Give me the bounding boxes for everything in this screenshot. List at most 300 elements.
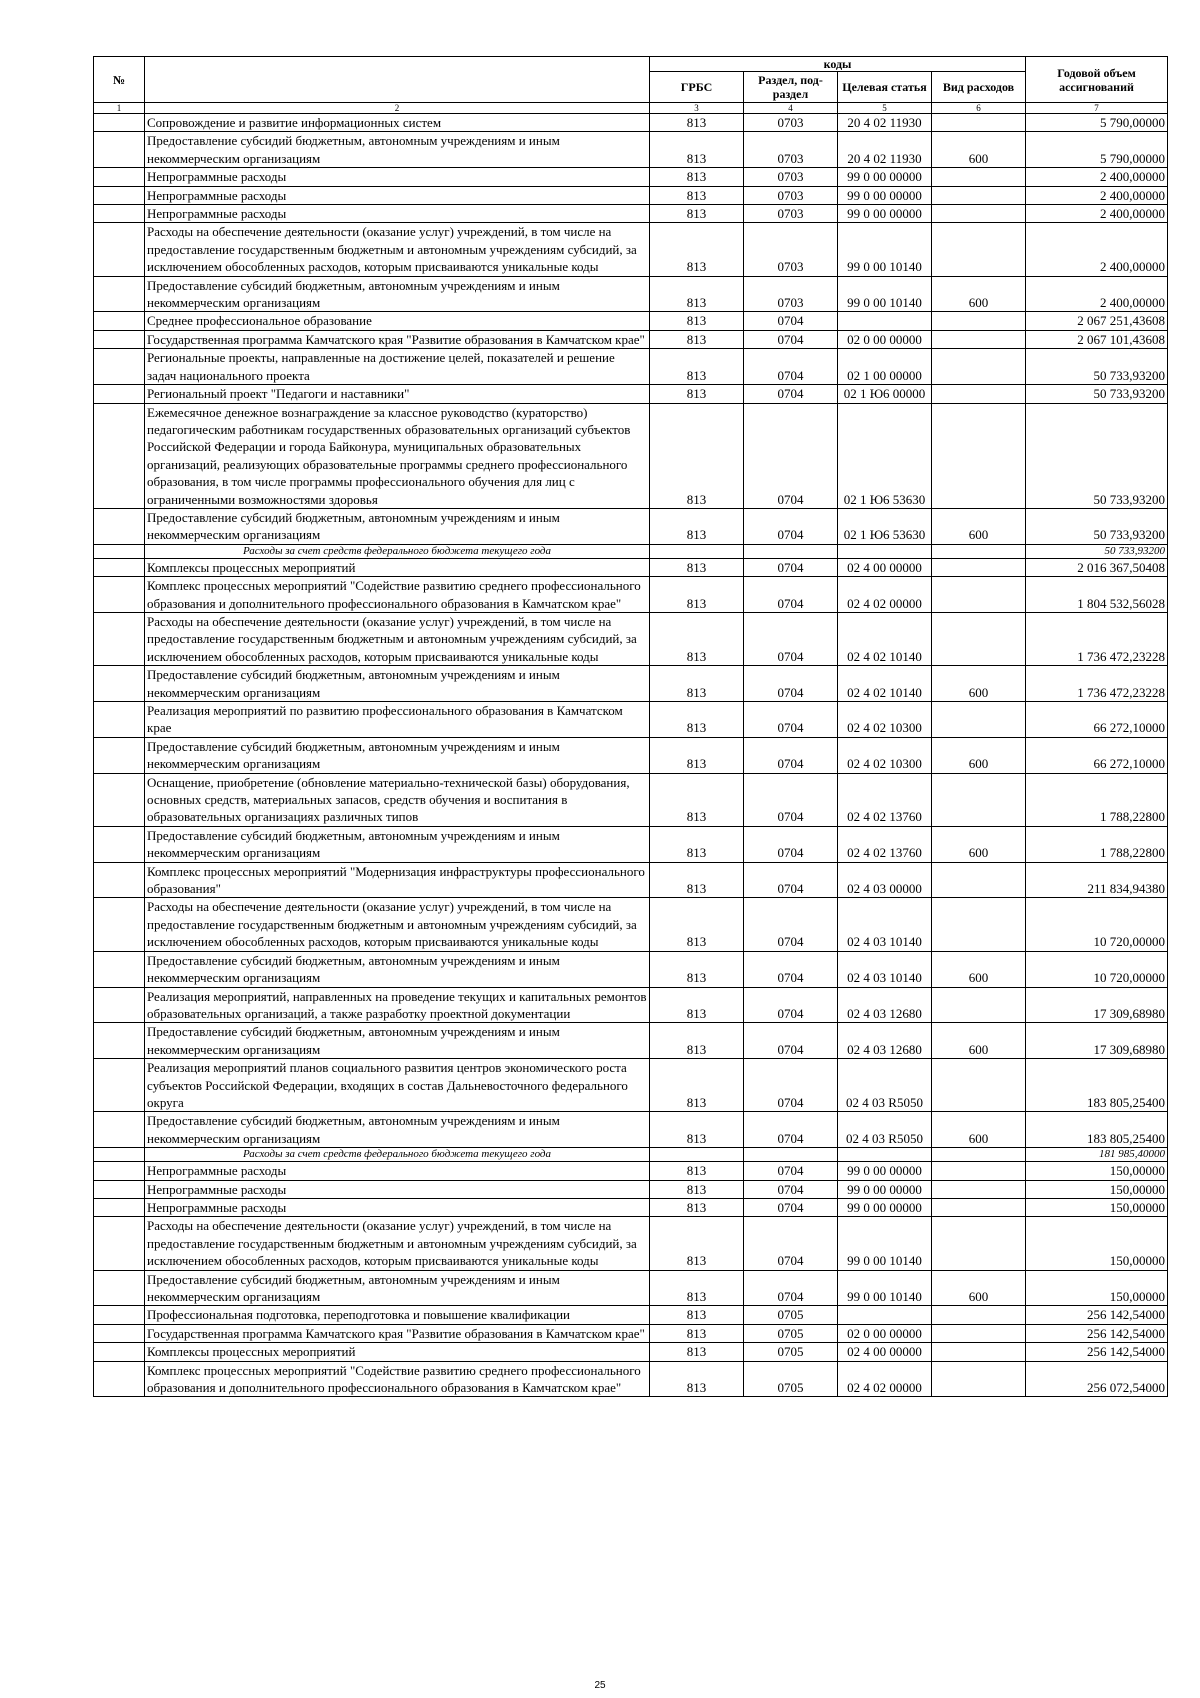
row-number-cell bbox=[94, 276, 145, 312]
row-vid-cell: 600 bbox=[932, 826, 1026, 862]
row-razdel-cell: 0704 bbox=[744, 1180, 838, 1198]
row-grbs-cell: 813 bbox=[650, 862, 744, 898]
row-celevaya-cell: 99 0 00 00000 bbox=[838, 186, 932, 204]
table-row bbox=[94, 403, 1168, 508]
row-razdel-cell: 0704 bbox=[744, 612, 838, 665]
row-sum-cell: 5 790,00000 bbox=[1026, 114, 1168, 132]
col-grbs-header: ГРБС bbox=[650, 72, 744, 103]
row-grbs-cell: 813 bbox=[650, 1059, 744, 1112]
row-celevaya-cell: 02 1 00 00000 bbox=[838, 349, 932, 385]
row-sum-cell: 183 805,25400 bbox=[1026, 1112, 1168, 1148]
row-name-cell: Предоставление субсидий бюджетным, автономным учреждениям и иным некоммерческим организациям bbox=[145, 132, 650, 168]
row-sum-cell: 10 720,00000 bbox=[1026, 951, 1168, 987]
row-vid-cell bbox=[932, 1217, 1026, 1270]
row-number-cell bbox=[94, 558, 145, 576]
row-celevaya-cell: 02 0 00 00000 bbox=[838, 1324, 932, 1342]
row-name-cell: Непрограммные расходы bbox=[145, 186, 650, 204]
col-number-6: 6 bbox=[932, 103, 1026, 114]
row-grbs-cell: 813 bbox=[650, 223, 744, 276]
row-razdel-cell: 0704 bbox=[744, 1217, 838, 1270]
row-vid-cell: 600 bbox=[932, 666, 1026, 702]
row-grbs-cell: 813 bbox=[650, 1180, 744, 1198]
row-celevaya-cell: 99 0 00 10140 bbox=[838, 1217, 932, 1270]
row-celevaya-cell: 02 4 00 00000 bbox=[838, 558, 932, 576]
table-row bbox=[94, 1324, 1168, 1342]
row-vid-cell bbox=[932, 1306, 1026, 1324]
table-row bbox=[94, 114, 1168, 132]
row-sum-cell: 1 804 532,56028 bbox=[1026, 577, 1168, 613]
row-name-cell: Расходы на обеспечение деятельности (оказание услуг) учреждений, в том числе на предоставление государственным бюджетным и автономным учреждениям субсидий, за исключением обособленных расходов, которым присваиваются уникальные коды bbox=[145, 898, 650, 951]
row-razdel-cell: 0704 bbox=[744, 1198, 838, 1216]
table-row bbox=[94, 186, 1168, 204]
row-number-cell bbox=[94, 737, 145, 773]
row-name-cell: Государственная программа Камчатского края "Развитие образования в Камчатском крае" bbox=[145, 330, 650, 348]
row-vid-cell bbox=[932, 1180, 1026, 1198]
row-grbs-cell: 813 bbox=[650, 898, 744, 951]
row-sum-cell: 2 400,00000 bbox=[1026, 276, 1168, 312]
row-celevaya-cell: 99 0 00 00000 bbox=[838, 1198, 932, 1216]
row-razdel-cell bbox=[744, 544, 838, 558]
row-celevaya-cell: 02 1 Ю6 00000 bbox=[838, 385, 932, 403]
col-number-7: 7 bbox=[1026, 103, 1168, 114]
row-number-cell bbox=[94, 1148, 145, 1162]
row-sum-cell: 50 733,93200 bbox=[1026, 403, 1168, 508]
row-sum-cell: 5 790,00000 bbox=[1026, 132, 1168, 168]
row-celevaya-cell: 02 4 02 10300 bbox=[838, 737, 932, 773]
row-grbs-cell: 813 bbox=[650, 612, 744, 665]
row-celevaya-cell: 02 4 03 10140 bbox=[838, 898, 932, 951]
row-grbs-cell: 813 bbox=[650, 1306, 744, 1324]
col-number-2: 2 bbox=[145, 103, 650, 114]
row-celevaya-cell bbox=[838, 1306, 932, 1324]
row-name-cell: Профессиональная подготовка, переподготовка и повышение квалификации bbox=[145, 1306, 650, 1324]
row-grbs-cell: 813 bbox=[650, 951, 744, 987]
row-number-cell bbox=[94, 773, 145, 826]
row-grbs-cell: 813 bbox=[650, 114, 744, 132]
row-grbs-cell: 813 bbox=[650, 1162, 744, 1180]
row-name-cell: Комплексы процессных мероприятий bbox=[145, 558, 650, 576]
row-grbs-cell: 813 bbox=[650, 666, 744, 702]
row-sum-cell: 1 736 472,23228 bbox=[1026, 612, 1168, 665]
row-number-cell bbox=[94, 666, 145, 702]
row-number-cell bbox=[94, 114, 145, 132]
row-razdel-cell: 0705 bbox=[744, 1306, 838, 1324]
row-name-cell: Непрограммные расходы bbox=[145, 168, 650, 186]
row-razdel-cell: 0705 bbox=[744, 1343, 838, 1361]
row-name-cell: Реализация мероприятий по развитию профессионального образования в Камчатском крае bbox=[145, 702, 650, 738]
row-number-cell bbox=[94, 1324, 145, 1342]
row-name-cell: Предоставление субсидий бюджетным, автономным учреждениям и иным некоммерческим организациям bbox=[145, 737, 650, 773]
row-vid-cell bbox=[932, 223, 1026, 276]
row-celevaya-cell: 02 4 00 00000 bbox=[838, 1343, 932, 1361]
row-grbs-cell: 813 bbox=[650, 1361, 744, 1397]
row-razdel-cell: 0703 bbox=[744, 276, 838, 312]
row-sum-cell: 2 400,00000 bbox=[1026, 205, 1168, 223]
row-sum-cell: 2 067 101,43608 bbox=[1026, 330, 1168, 348]
row-celevaya-cell bbox=[838, 1148, 932, 1162]
row-celevaya-cell: 02 1 Ю6 53630 bbox=[838, 403, 932, 508]
row-razdel-cell: 0703 bbox=[744, 205, 838, 223]
row-razdel-cell: 0703 bbox=[744, 186, 838, 204]
row-sum-cell: 150,00000 bbox=[1026, 1162, 1168, 1180]
row-number-cell bbox=[94, 1343, 145, 1361]
table-row bbox=[94, 385, 1168, 403]
row-sum-cell: 1 736 472,23228 bbox=[1026, 666, 1168, 702]
row-vid-cell: 600 bbox=[932, 276, 1026, 312]
row-number-cell bbox=[94, 898, 145, 951]
row-grbs-cell: 813 bbox=[650, 168, 744, 186]
row-vid-cell bbox=[932, 1148, 1026, 1162]
table-row bbox=[94, 1217, 1168, 1270]
row-grbs-cell: 813 bbox=[650, 205, 744, 223]
row-grbs-cell: 813 bbox=[650, 312, 744, 330]
codes-header: коды bbox=[650, 57, 1026, 72]
row-number-cell bbox=[94, 168, 145, 186]
col-number-5: 5 bbox=[838, 103, 932, 114]
row-razdel-cell: 0704 bbox=[744, 862, 838, 898]
row-number-cell bbox=[94, 1180, 145, 1198]
row-razdel-cell: 0704 bbox=[744, 577, 838, 613]
row-celevaya-cell: 02 4 02 00000 bbox=[838, 577, 932, 613]
row-celevaya-cell: 02 4 03 10140 bbox=[838, 951, 932, 987]
table-row bbox=[94, 898, 1168, 951]
row-number-cell bbox=[94, 862, 145, 898]
col-razdel-header: Раздел, под-раздел bbox=[744, 72, 838, 103]
row-razdel-cell: 0703 bbox=[744, 223, 838, 276]
row-razdel-cell: 0704 bbox=[744, 951, 838, 987]
row-number-cell bbox=[94, 612, 145, 665]
row-celevaya-cell: 02 4 02 13760 bbox=[838, 826, 932, 862]
row-sum-cell: 50 733,93200 bbox=[1026, 544, 1168, 558]
col-celevaya-header: Целевая статья bbox=[838, 72, 932, 103]
row-razdel-cell: 0704 bbox=[744, 1112, 838, 1148]
row-name-cell: Расходы на обеспечение деятельности (оказание услуг) учреждений, в том числе на предоставление государственным бюджетным и автономным учреждениям субсидий, за исключением обособленных расходов, которым присваиваются уникальные коды bbox=[145, 223, 650, 276]
table-row bbox=[94, 276, 1168, 312]
row-sum-cell: 1 788,22800 bbox=[1026, 773, 1168, 826]
row-name-cell: Государственная программа Камчатского края "Развитие образования в Камчатском крае" bbox=[145, 1324, 650, 1342]
row-name-cell: Предоставление субсидий бюджетным, автономным учреждениям и иным некоммерческим организациям bbox=[145, 666, 650, 702]
row-razdel-cell: 0704 bbox=[744, 1162, 838, 1180]
row-celevaya-cell: 02 4 03 R5050 bbox=[838, 1059, 932, 1112]
row-celevaya-cell: 02 4 02 00000 bbox=[838, 1361, 932, 1397]
row-grbs-cell: 813 bbox=[650, 1217, 744, 1270]
row-sum-cell: 150,00000 bbox=[1026, 1217, 1168, 1270]
row-razdel-cell: 0704 bbox=[744, 385, 838, 403]
row-number-cell bbox=[94, 987, 145, 1023]
row-number-cell bbox=[94, 1306, 145, 1324]
row-sum-cell: 66 272,10000 bbox=[1026, 702, 1168, 738]
row-sum-cell: 256 072,54000 bbox=[1026, 1361, 1168, 1397]
row-name-cell: Сопровождение и развитие информационных систем bbox=[145, 114, 650, 132]
row-vid-cell bbox=[932, 186, 1026, 204]
row-vid-cell bbox=[932, 773, 1026, 826]
row-razdel-cell: 0705 bbox=[744, 1324, 838, 1342]
row-vid-cell bbox=[932, 558, 1026, 576]
row-sum-cell: 183 805,25400 bbox=[1026, 1059, 1168, 1112]
row-razdel-cell: 0704 bbox=[744, 330, 838, 348]
col-number-1: 1 bbox=[94, 103, 145, 114]
table-row bbox=[94, 987, 1168, 1023]
row-sum-cell: 2 400,00000 bbox=[1026, 223, 1168, 276]
row-vid-cell bbox=[932, 987, 1026, 1023]
table-row bbox=[94, 558, 1168, 576]
row-sum-cell: 1 788,22800 bbox=[1026, 826, 1168, 862]
row-razdel-cell: 0704 bbox=[744, 702, 838, 738]
table-row bbox=[94, 1162, 1168, 1180]
row-name-cell: Расходы за счет средств федерального бюджета текущего года bbox=[145, 1148, 650, 1162]
row-razdel-cell: 0704 bbox=[744, 898, 838, 951]
row-grbs-cell: 813 bbox=[650, 1023, 744, 1059]
row-grbs-cell: 813 bbox=[650, 987, 744, 1023]
row-sum-cell: 17 309,68980 bbox=[1026, 987, 1168, 1023]
row-sum-cell: 2 400,00000 bbox=[1026, 168, 1168, 186]
row-razdel-cell: 0703 bbox=[744, 114, 838, 132]
row-number-cell bbox=[94, 132, 145, 168]
table-row bbox=[94, 826, 1168, 862]
budget-table bbox=[93, 56, 1168, 1397]
row-grbs-cell: 813 bbox=[650, 1198, 744, 1216]
row-sum-cell: 50 733,93200 bbox=[1026, 349, 1168, 385]
row-name-cell: Непрограммные расходы bbox=[145, 1198, 650, 1216]
row-celevaya-cell: 99 0 00 10140 bbox=[838, 276, 932, 312]
table-body bbox=[94, 114, 1168, 1397]
row-sum-cell: 66 272,10000 bbox=[1026, 737, 1168, 773]
row-sum-cell: 50 733,93200 bbox=[1026, 508, 1168, 544]
row-sum-cell: 256 142,54000 bbox=[1026, 1343, 1168, 1361]
row-number-cell bbox=[94, 508, 145, 544]
row-name-cell: Расходы на обеспечение деятельности (оказание услуг) учреждений, в том числе на предоставление государственным бюджетным и автономным учреждениям субсидий, за исключением обособленных расходов, которым присваиваются уникальные коды bbox=[145, 1217, 650, 1270]
row-name-cell: Предоставление субсидий бюджетным, автономным учреждениям и иным некоммерческим организациям bbox=[145, 1270, 650, 1306]
row-razdel-cell: 0704 bbox=[744, 773, 838, 826]
table-row bbox=[94, 1306, 1168, 1324]
row-name-cell: Оснащение, приобретение (обновление материально-технической базы) оборудования, основных средств, материальных запасов, средств обучения и воспитания в образовательных организациях различных типов bbox=[145, 773, 650, 826]
row-celevaya-cell: 02 4 03 R5050 bbox=[838, 1112, 932, 1148]
row-number-cell bbox=[94, 1198, 145, 1216]
col-number-3: 3 bbox=[650, 103, 744, 114]
row-grbs-cell: 813 bbox=[650, 349, 744, 385]
col-vid-header: Вид расходов bbox=[932, 72, 1026, 103]
row-razdel-cell: 0704 bbox=[744, 403, 838, 508]
row-razdel-cell: 0704 bbox=[744, 1059, 838, 1112]
table-row bbox=[94, 951, 1168, 987]
row-name-cell: Предоставление субсидий бюджетным, автономным учреждениям и иным некоммерческим организациям bbox=[145, 951, 650, 987]
row-celevaya-cell: 02 4 03 00000 bbox=[838, 862, 932, 898]
row-vid-cell bbox=[932, 205, 1026, 223]
row-grbs-cell: 813 bbox=[650, 385, 744, 403]
col-name-header bbox=[145, 57, 650, 103]
table-row bbox=[94, 205, 1168, 223]
row-razdel-cell: 0704 bbox=[744, 666, 838, 702]
table-row bbox=[94, 508, 1168, 544]
row-vid-cell bbox=[932, 577, 1026, 613]
row-name-cell: Предоставление субсидий бюджетным, автономным учреждениям и иным некоммерческим организациям bbox=[145, 1112, 650, 1148]
row-grbs-cell bbox=[650, 1148, 744, 1162]
row-vid-cell bbox=[932, 114, 1026, 132]
row-grbs-cell: 813 bbox=[650, 330, 744, 348]
row-sum-cell: 256 142,54000 bbox=[1026, 1306, 1168, 1324]
row-celevaya-cell: 20 4 02 11930 bbox=[838, 132, 932, 168]
table-row bbox=[94, 223, 1168, 276]
row-celevaya-cell: 02 4 03 12680 bbox=[838, 1023, 932, 1059]
table-row bbox=[94, 612, 1168, 665]
table-row bbox=[94, 1198, 1168, 1216]
row-name-cell: Непрограммные расходы bbox=[145, 1162, 650, 1180]
federal-funds-row bbox=[94, 544, 1168, 558]
row-vid-cell: 600 bbox=[932, 737, 1026, 773]
table-row bbox=[94, 312, 1168, 330]
col-number-header: № bbox=[94, 57, 145, 103]
row-name-cell: Предоставление субсидий бюджетным, автономным учреждениям и иным некоммерческим организациям bbox=[145, 508, 650, 544]
row-grbs-cell: 813 bbox=[650, 702, 744, 738]
row-celevaya-cell: 99 0 00 00000 bbox=[838, 168, 932, 186]
table-row bbox=[94, 168, 1168, 186]
row-number-cell bbox=[94, 544, 145, 558]
row-number-cell bbox=[94, 1023, 145, 1059]
table-row bbox=[94, 1059, 1168, 1112]
row-grbs-cell: 813 bbox=[650, 773, 744, 826]
row-name-cell: Непрограммные расходы bbox=[145, 1180, 650, 1198]
row-celevaya-cell: 20 4 02 11930 bbox=[838, 114, 932, 132]
row-vid-cell bbox=[932, 385, 1026, 403]
row-celevaya-cell bbox=[838, 544, 932, 558]
row-grbs-cell: 813 bbox=[650, 826, 744, 862]
row-razdel-cell bbox=[744, 1148, 838, 1162]
table-row bbox=[94, 1180, 1168, 1198]
row-name-cell: Региональный проект "Педагоги и наставники" bbox=[145, 385, 650, 403]
row-vid-cell: 600 bbox=[932, 1112, 1026, 1148]
row-razdel-cell: 0703 bbox=[744, 168, 838, 186]
row-name-cell: Среднее профессиональное образование bbox=[145, 312, 650, 330]
row-celevaya-cell: 99 0 00 00000 bbox=[838, 1180, 932, 1198]
row-vid-cell bbox=[932, 1059, 1026, 1112]
row-name-cell: Ежемесячное денежное вознаграждение за классное руководство (кураторство) педагогическим работникам государственных образовательных организаций субъектов Российской Федерации и города Байконура, муниципальных образовательных организаций, реализующих образовательные программы среднего профессионального образования, в том числе программы профессионального обучения для лиц с ограниченными возможностями здоровья bbox=[145, 403, 650, 508]
row-grbs-cell: 813 bbox=[650, 403, 744, 508]
col-number-4: 4 bbox=[744, 103, 838, 114]
row-vid-cell: 600 bbox=[932, 951, 1026, 987]
row-name-cell: Предоставление субсидий бюджетным, автономным учреждениям и иным некоммерческим организациям bbox=[145, 276, 650, 312]
row-celevaya-cell: 02 1 Ю6 53630 bbox=[838, 508, 932, 544]
row-number-cell bbox=[94, 1059, 145, 1112]
row-vid-cell bbox=[932, 1198, 1026, 1216]
row-grbs-cell: 813 bbox=[650, 577, 744, 613]
row-vid-cell bbox=[932, 330, 1026, 348]
row-number-cell bbox=[94, 1217, 145, 1270]
table-row bbox=[94, 132, 1168, 168]
row-number-cell bbox=[94, 951, 145, 987]
table-row bbox=[94, 1343, 1168, 1361]
row-sum-cell: 50 733,93200 bbox=[1026, 385, 1168, 403]
row-vid-cell bbox=[932, 1324, 1026, 1342]
row-number-cell bbox=[94, 826, 145, 862]
row-name-cell: Комплекс процессных мероприятий "Содействие развитию среднего профессионального образования и дополнительного профессионального образования в Камчатском крае" bbox=[145, 577, 650, 613]
row-celevaya-cell: 99 0 00 00000 bbox=[838, 1162, 932, 1180]
row-vid-cell bbox=[932, 1343, 1026, 1361]
row-name-cell: Региональные проекты, направленные на достижение целей, показателей и решение задач национального проекта bbox=[145, 349, 650, 385]
row-grbs-cell: 813 bbox=[650, 737, 744, 773]
table-row bbox=[94, 577, 1168, 613]
column-numbers-row bbox=[94, 103, 1168, 114]
table-row bbox=[94, 1023, 1168, 1059]
row-sum-cell: 2 016 367,50408 bbox=[1026, 558, 1168, 576]
row-sum-cell: 10 720,00000 bbox=[1026, 898, 1168, 951]
row-name-cell: Расходы на обеспечение деятельности (оказание услуг) учреждений, в том числе на предоставление государственным бюджетным и автономным учреждениям субсидий, за исключением обособленных расходов, которым присваиваются уникальные коды bbox=[145, 612, 650, 665]
row-name-cell: Реализация мероприятий планов социального развития центров экономического роста субъектов Российской Федерации, входящих в состав Дальневосточного федерального округа bbox=[145, 1059, 650, 1112]
col-sum-header: Годовой объем ассигнований bbox=[1026, 57, 1168, 103]
row-razdel-cell: 0705 bbox=[744, 1361, 838, 1397]
row-razdel-cell: 0704 bbox=[744, 508, 838, 544]
table-row bbox=[94, 773, 1168, 826]
row-vid-cell bbox=[932, 544, 1026, 558]
row-number-cell bbox=[94, 1270, 145, 1306]
row-number-cell bbox=[94, 403, 145, 508]
row-razdel-cell: 0704 bbox=[744, 312, 838, 330]
row-vid-cell bbox=[932, 168, 1026, 186]
row-sum-cell: 17 309,68980 bbox=[1026, 1023, 1168, 1059]
table-row bbox=[94, 702, 1168, 738]
row-celevaya-cell: 02 4 02 10300 bbox=[838, 702, 932, 738]
row-vid-cell bbox=[932, 862, 1026, 898]
row-number-cell bbox=[94, 1112, 145, 1148]
row-vid-cell bbox=[932, 702, 1026, 738]
table-row bbox=[94, 330, 1168, 348]
row-grbs-cell: 813 bbox=[650, 276, 744, 312]
row-grbs-cell: 813 bbox=[650, 1112, 744, 1148]
row-razdel-cell: 0703 bbox=[744, 132, 838, 168]
table-row bbox=[94, 862, 1168, 898]
row-razdel-cell: 0704 bbox=[744, 737, 838, 773]
table-header bbox=[94, 57, 1168, 114]
row-grbs-cell: 813 bbox=[650, 132, 744, 168]
row-vid-cell bbox=[932, 898, 1026, 951]
row-vid-cell: 600 bbox=[932, 508, 1026, 544]
row-celevaya-cell: 02 4 02 10140 bbox=[838, 666, 932, 702]
row-celevaya-cell: 02 0 00 00000 bbox=[838, 330, 932, 348]
row-celevaya-cell: 99 0 00 10140 bbox=[838, 1270, 932, 1306]
row-razdel-cell: 0704 bbox=[744, 558, 838, 576]
row-sum-cell: 150,00000 bbox=[1026, 1180, 1168, 1198]
row-grbs-cell: 813 bbox=[650, 1343, 744, 1361]
row-razdel-cell: 0704 bbox=[744, 826, 838, 862]
row-sum-cell: 256 142,54000 bbox=[1026, 1324, 1168, 1342]
row-sum-cell: 2 400,00000 bbox=[1026, 186, 1168, 204]
row-grbs-cell: 813 bbox=[650, 186, 744, 204]
row-razdel-cell: 0704 bbox=[744, 349, 838, 385]
row-sum-cell: 211 834,94380 bbox=[1026, 862, 1168, 898]
row-number-cell bbox=[94, 186, 145, 204]
row-vid-cell bbox=[932, 403, 1026, 508]
row-celevaya-cell: 02 4 02 13760 bbox=[838, 773, 932, 826]
row-name-cell: Комплекс процессных мероприятий "Содействие развитию среднего профессионального образования и дополнительного профессионального образования в Камчатском крае" bbox=[145, 1361, 650, 1397]
row-razdel-cell: 0704 bbox=[744, 1270, 838, 1306]
row-number-cell bbox=[94, 223, 145, 276]
table-row bbox=[94, 349, 1168, 385]
row-grbs-cell: 813 bbox=[650, 508, 744, 544]
row-celevaya-cell: 02 4 02 10140 bbox=[838, 612, 932, 665]
row-celevaya-cell: 99 0 00 00000 bbox=[838, 205, 932, 223]
row-name-cell: Комплекс процессных мероприятий "Модернизация инфраструктуры профессионального образования" bbox=[145, 862, 650, 898]
table-row bbox=[94, 666, 1168, 702]
row-name-cell: Предоставление субсидий бюджетным, автономным учреждениям и иным некоммерческим организациям bbox=[145, 826, 650, 862]
row-number-cell bbox=[94, 330, 145, 348]
table-row bbox=[94, 737, 1168, 773]
row-razdel-cell: 0704 bbox=[744, 1023, 838, 1059]
row-grbs-cell: 813 bbox=[650, 1324, 744, 1342]
row-number-cell bbox=[94, 312, 145, 330]
row-vid-cell: 600 bbox=[932, 132, 1026, 168]
table-row bbox=[94, 1112, 1168, 1148]
row-vid-cell: 600 bbox=[932, 1270, 1026, 1306]
row-vid-cell bbox=[932, 1162, 1026, 1180]
